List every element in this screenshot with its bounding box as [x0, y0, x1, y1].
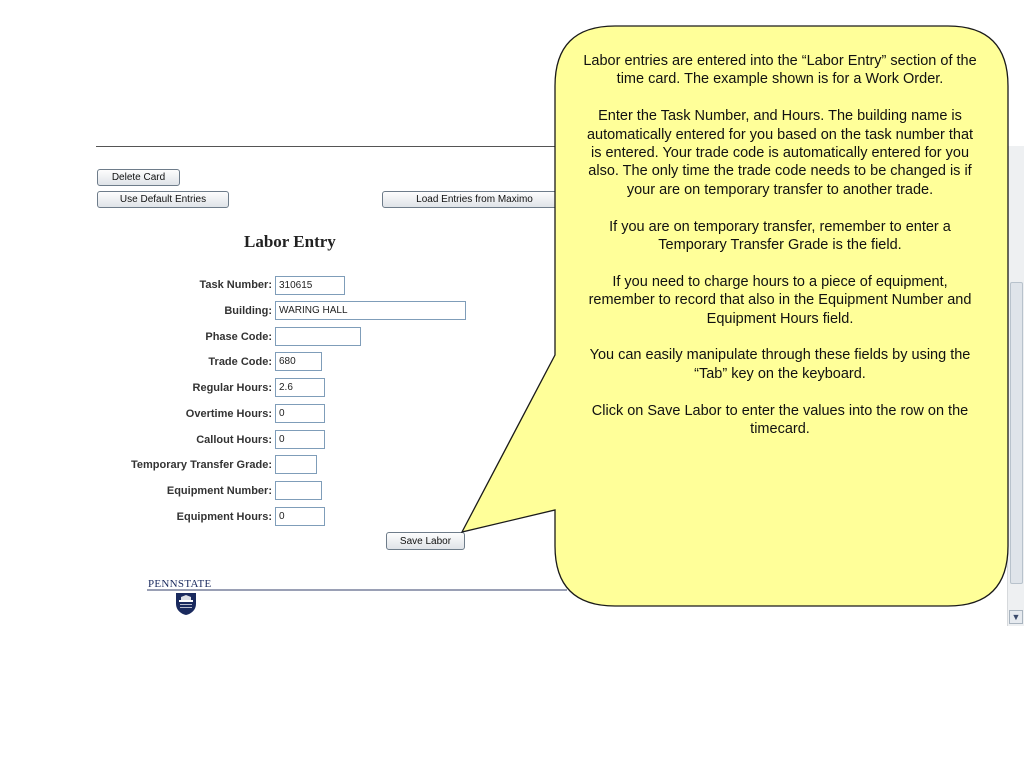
use-default-entries-button[interactable]: Use Default Entries [97, 191, 229, 208]
callout-hours-label: Callout Hours: [196, 434, 272, 446]
scroll-down-arrow-icon[interactable]: ▼ [1009, 610, 1023, 624]
callout-paragraph: You can easily manipulate through these fields by using the “Tab” key on the keyboard. [589, 347, 971, 382]
callout-paragraph: Enter the Task Number, and Hours. The building name is automatically entered for you based on the task number that is entered. Your trade code is automatically entered for you also. The only time the trade code needs to be changed is if your are on temporary transfer to another trade. [586, 108, 974, 198]
overtime-hours-label: Overtime Hours: [185, 408, 272, 420]
load-entries-maximo-button[interactable]: Load Entries from Maximo [382, 191, 567, 208]
equipment-number-label: Equipment Number: [166, 485, 272, 497]
labor-entry-title: Labor Entry [244, 232, 336, 251]
callout-paragraph: If you need to charge hours to a piece of equipment, remember to record that also in the Equipment Number and Equipment Hours field. [588, 273, 972, 327]
phase-code-label: Phase Code: [205, 331, 272, 343]
pennstate-logo-text: PENNSTATE [148, 578, 212, 590]
temp-transfer-grade-label: Temporary Transfer Grade: [130, 459, 272, 471]
task-number-label: Task Number: [199, 279, 272, 291]
callout-paragraph: Click on Save Labor to enter the values into the row on the timecard. [591, 402, 969, 438]
callout-paragraph: If you are on temporary transfer, remember to enter a Temporary Transfer Grade is the field. [609, 218, 951, 254]
equipment-hours-label: Equipment Hours: [176, 511, 272, 523]
save-labor-button[interactable]: Save Labor [386, 532, 465, 550]
callout-paragraph: Labor entries are entered into the “Labor Entry” section of the time card. The example shown is for a Work Order. [583, 53, 977, 88]
trade-code-label: Trade Code: [208, 356, 272, 368]
callout-text [580, 52, 980, 457]
delete-card-button[interactable]: Delete Card [97, 169, 180, 186]
building-label: Building: [224, 305, 272, 317]
regular-hours-label: Regular Hours: [192, 382, 272, 394]
